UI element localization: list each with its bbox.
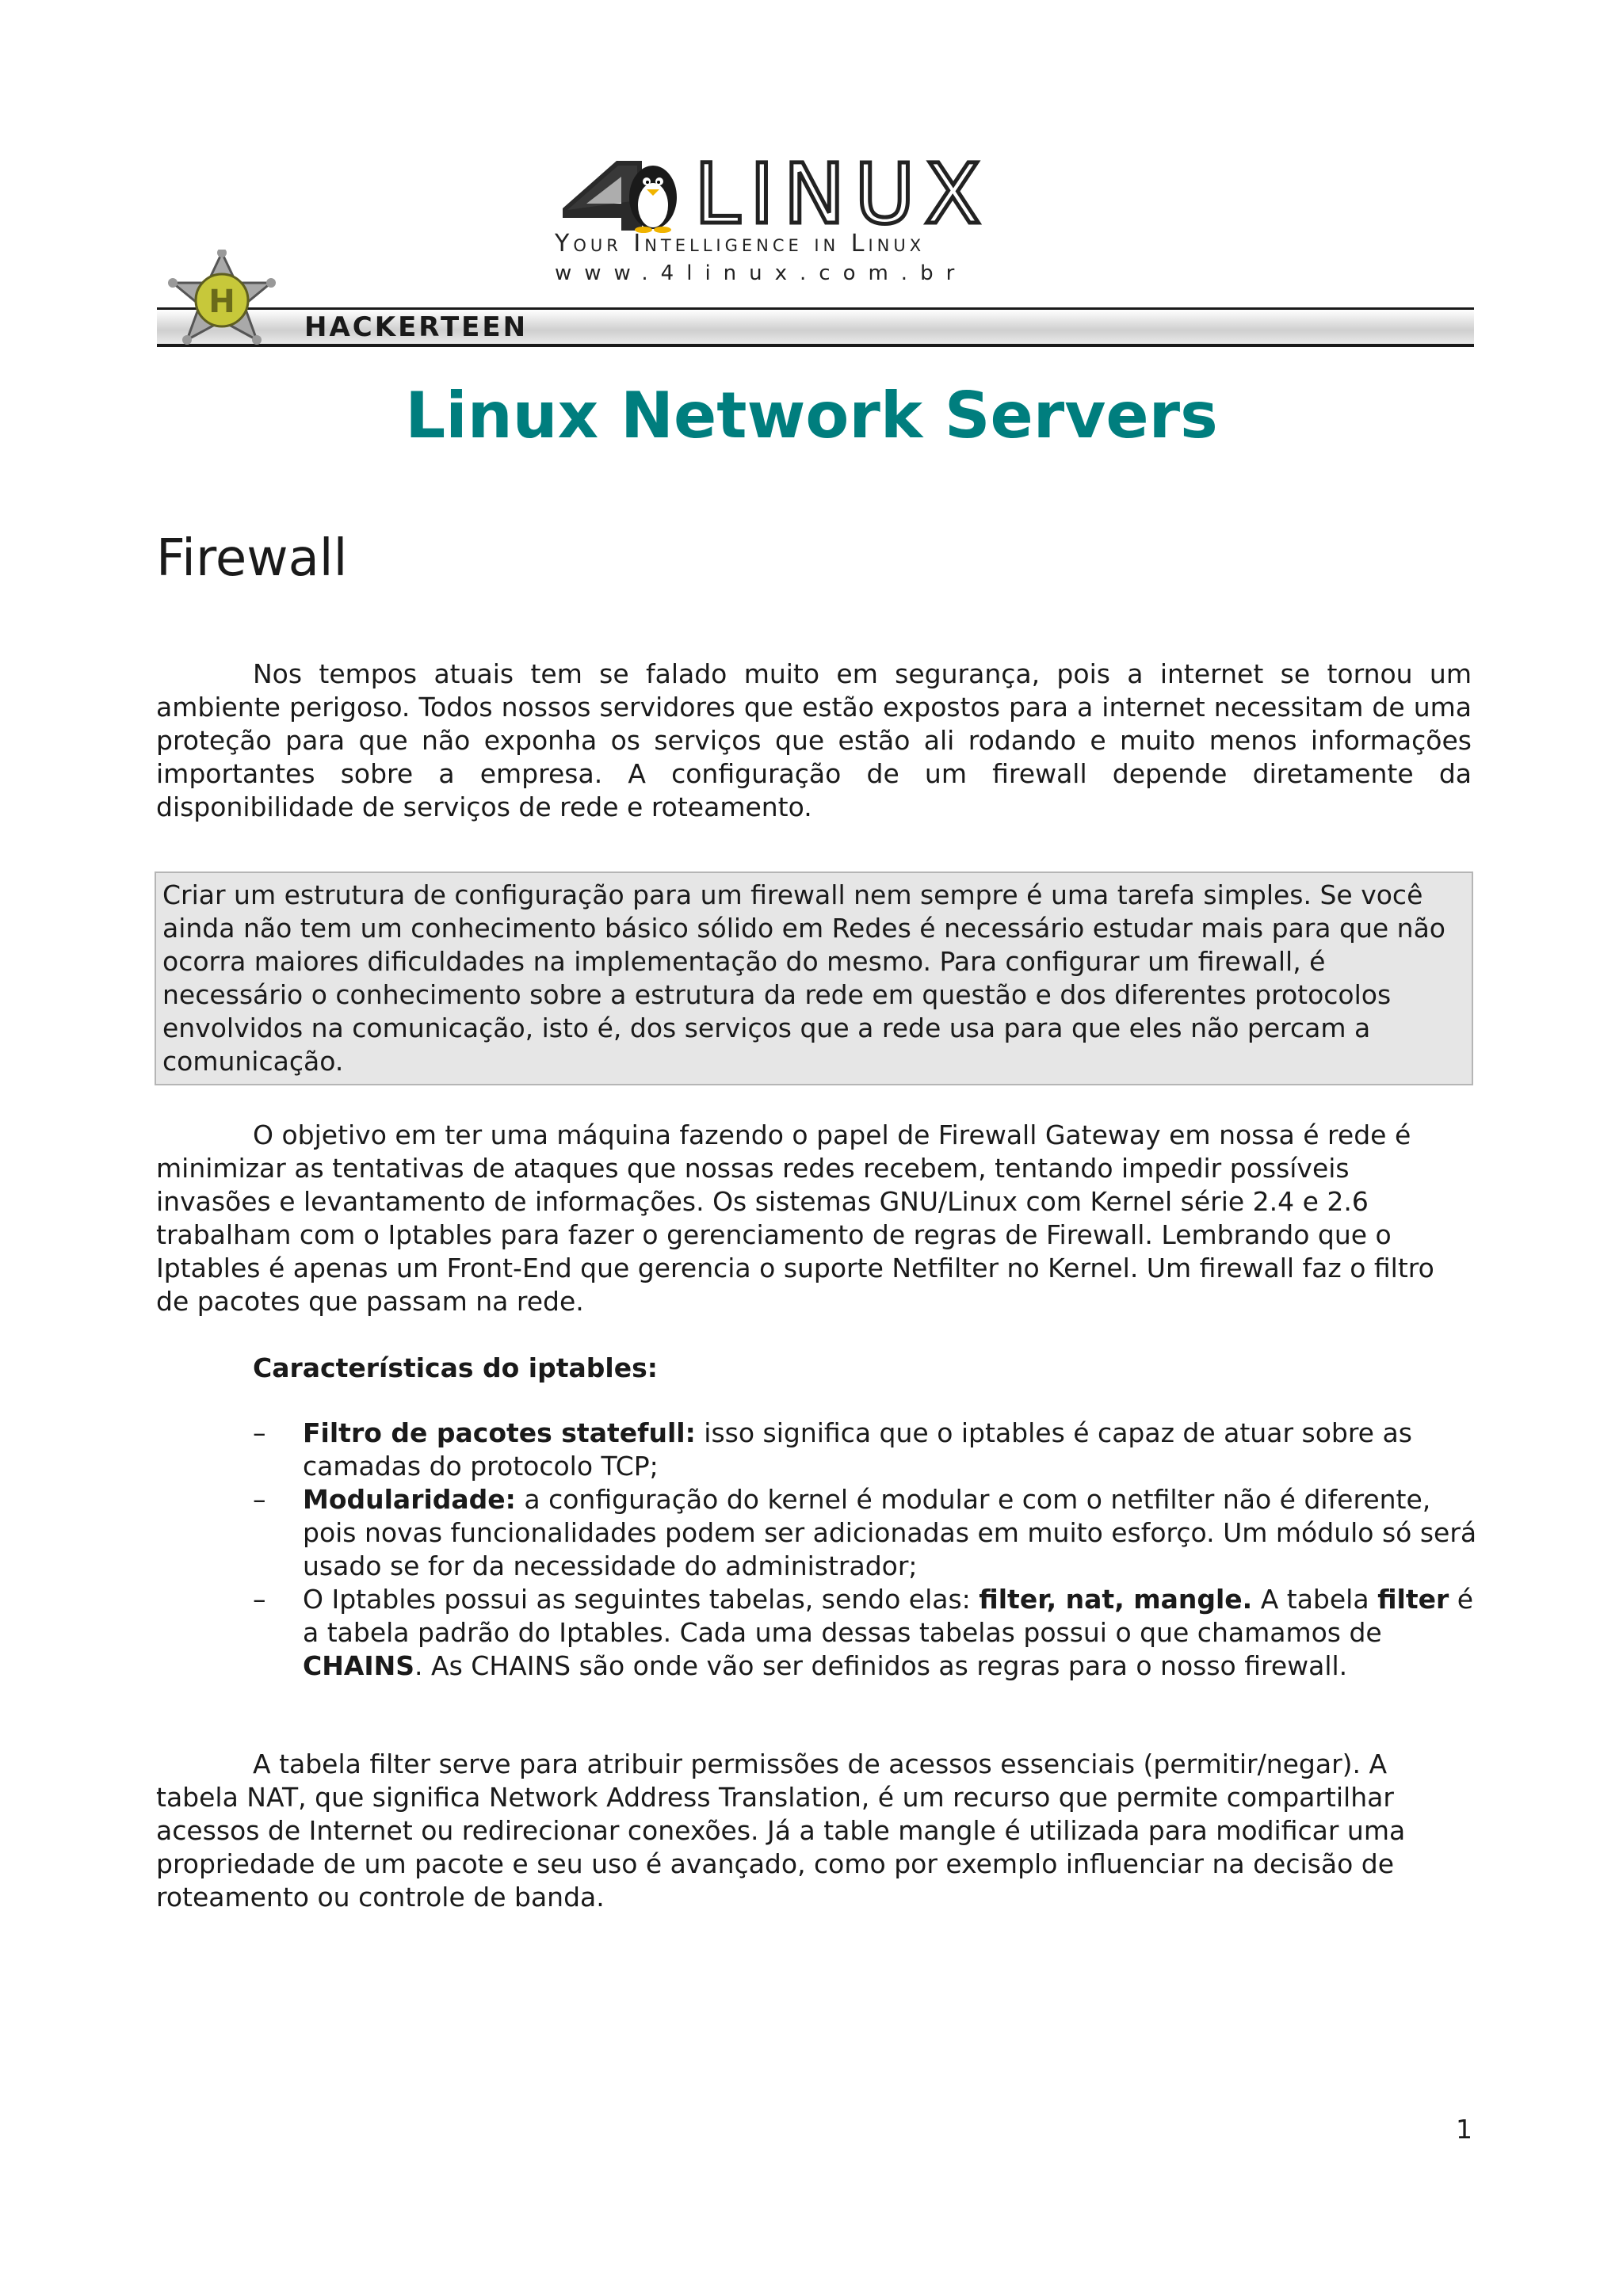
list-item-segment: . As CHAINS são onde vão ser definidos as regras para o nosso firewall. (414, 1650, 1348, 1681)
tables-paragraph: A tabela filter serve para atribuir permissões de acessos essenciais (permitir/negar). A tabela NAT, que significa Network Address Translation, é um recurso que permite compartilhar acessos de Internet ou redirecionar conexões. Já a table mangle é utilizada para modificar uma propriedade de um pacote e seu uso é avançado, como por exemplo influenciar na decisão de roteamento ou controle de banda. (156, 1749, 1406, 1913)
list-item-description: a configuração do kernel é modular e com o netfilter não é diferente, pois novas funcionalidades podem ser adicionadas em muito esforço. Um módulo só será usado se for da necessidade do administrador; (303, 1484, 1477, 1581)
website-url: www.4linux.com.br (555, 261, 968, 285)
objective-paragraph: O objetivo em ter uma máquina fazendo o papel de Firewall Gateway em nossa é rede é minimizar as tentativas de ataques que nossas redes recebem, tentando impedir possíveis invasões e levantamento de informações. Os sistemas GNU/Linux com Kernel série 2.4 e 2.6 trabalham com o Iptables para fazer o gerenciamento de regras de Firewall. Lembrando que o Iptables é apenas um Front-End que gerencia o suporte Netfilter no Kernel. Um firewall faz o filtro de pacotes que passam na rede. (156, 1119, 1434, 1317)
list-item-term: filter (1377, 1584, 1449, 1615)
company-logo (555, 146, 991, 242)
page-number: 1 (1456, 2114, 1472, 2145)
features-heading: Características do iptables: (253, 1352, 658, 1383)
list-item-term: filter, nat, mangle. (979, 1584, 1253, 1615)
four-penguin-logo-icon (555, 154, 689, 234)
logo-wordmark: LINUX (694, 146, 991, 242)
list-bullet: – (253, 1484, 266, 1515)
list-item-segment: é a tabela padrão do Iptables. Cada uma dessas tabelas possui o que chamamos de (303, 1584, 1474, 1648)
list-item-segment: A tabela (1252, 1584, 1378, 1615)
hackerteen-label: HACKERTEEN (304, 311, 529, 343)
list-item-description: isso significa que o iptables é capaz de atuar sobre as camadas do protocolo TCP; (303, 1417, 1412, 1482)
list-bullet: – (253, 1417, 266, 1448)
section-heading: Firewall (156, 529, 348, 588)
svg-text:H: H (208, 284, 235, 320)
logo-tagline: Your Intelligence in Linux (555, 230, 926, 257)
list-bullet: – (253, 1584, 266, 1615)
list-item-term: Modularidade: (303, 1484, 516, 1515)
list-item-text (303, 1483, 1491, 1583)
list-item-term: CHAINS (303, 1650, 415, 1681)
list-item-segment: O Iptables possui as seguintes tabelas, sendo elas: (303, 1584, 980, 1615)
list-item-text (303, 1583, 1491, 1683)
intro-paragraph: Nos tempos atuais tem se falado muito em segurança, pois a internet se tornou um ambiente perigoso. Todos nossos servidores que estão expostos para a internet necessitam de uma proteção para que não exponha os serviços que estão ali rodando e muito menos informações importantes sobre a empresa. A configuração de um firewall depende diretamente da disponibilidade de serviços de rede e roteamento. (156, 658, 1472, 822)
list-item-text (303, 1417, 1491, 1483)
note-callout: Criar um estrutura de configuração para um firewall nem sempre é uma tarefa simples. Se você ainda não tem um conhecimento básico sólido em Redes é necessário estudar mais para que não ocorra maiores dificuldades na implementação do mesmo. Para configurar um firewall, é necessário o conhecimento sobre a estrutura da rede em questão e dos diferentes protocolos envolvidos na comunicação, isto é, dos serviços que a rede usa para que eles não percam a comunicação. (155, 871, 1473, 1085)
list-item-term: Filtro de pacotes statefull: (303, 1417, 696, 1448)
sheriff-star-badge-icon (166, 250, 277, 368)
document-title: Linux Network Servers (405, 379, 1218, 452)
